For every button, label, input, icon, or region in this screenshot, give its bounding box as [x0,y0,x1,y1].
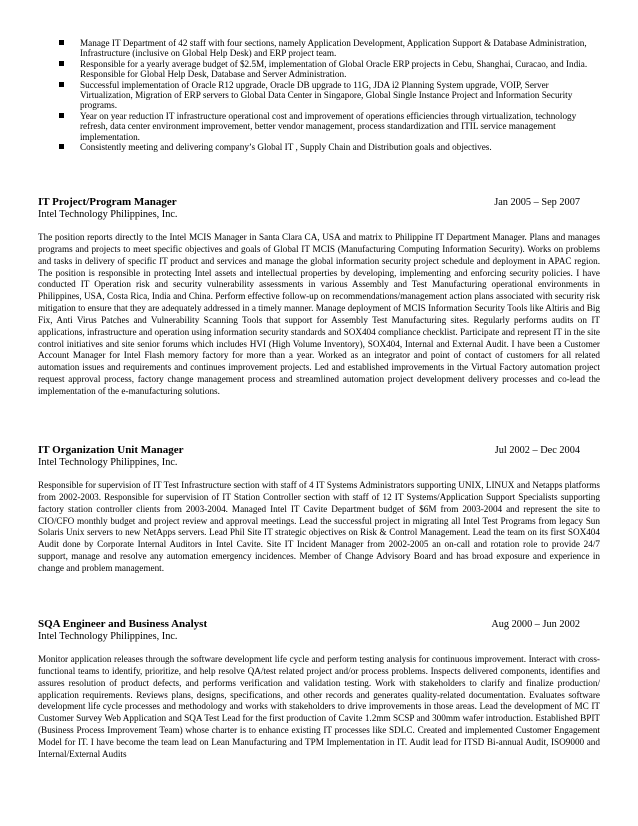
company-name: Intel Technology Philippines, Inc. [38,631,178,642]
job-section [38,618,600,761]
responsibilities-list [38,38,600,152]
job-header [38,618,600,630]
job-description: Responsible for supervision of IT Test Infrastructure section with staff of 4 IT Systems Administrators supporting UNIX, LINUX and Netapps platforms from 2002-2003. Responsible for supervision of IT Station Controller section with staff of 12 IT Systems/Application Support Specialists supporting factory station controller clients from 2003-2004. Managed Intel IT Cavite Department budget of $6M from 2003-2004 and represent the site to CIO/CFO monthly budget and project review and approval meetings. Lead the successful project in migrating all Intel Test Programs from legacy Sun Solaris Unix servers to new NetApps servers. Lead Phil Site IT strategic objectives on Risk & Control Management. Lead the team on its first SOX404 Audit done by Corporate Internal Auditors in Intel Cavite. Site IT Incident Manager from 2002-2005 an on-call and rotation role to provide 24/7 support, manage and resolve any automation emergency incidences. Member of Change Advisory Board and has broad exposure and experience in change and problem management. [38,480,600,573]
job-dates: Jan 2005 – Sep 2007 [494,197,580,208]
job-description: Monitor application releases through the software development life cycle and perform testing analysis for continuous improvement. Interact with cross-functional teams to identify, prioritize, and help resolve QA/test related project and/or process problems. Inspects delivered components, identifies and assures resolution of product defects, and performs verification and validation testing. Work with stakeholders to clarify and finalize production/ application requirements. Reviews plans, designs, specifications, and other records and generates quality-related documentation. Evaluates software development life cycle processes and methodology and works with stakeholders to drive improvements in those areas. Lead the development of MC IT Customer Survey Web Application and SQA Test Lead for the first production of Cavite 1.2mm SCSP and 300mm wafer introduction. Established BPIT (Business Process Improvement Team) whose charter is to enhance existing IT processes like SDLC. Created and implemented Customer Engagement Model for IT. I have become the team lead on Lean Manufacturing and TPM Implementation in IT. Audit lead for ITSD Bi-annual Audit, ISO9000 and Internal/External Audits [38,654,600,759]
list-item: Responsible for a yearly average budget of $2.5M, implementation of Global Oracle ERP projects in Cebu, Shanghai, Curacao, and India. Responsible for Global Help Desk, Database and Server Administration. [80,59,600,80]
job-title: SQA Engineer and Business Analyst [38,618,208,630]
job-header [38,444,600,456]
job-dates: Aug 2000 – Jun 2002 [491,619,580,630]
bullet-square-icon [59,61,64,66]
job-section [38,196,600,398]
job-title: IT Organization Unit Manager [38,444,184,456]
job-section [38,444,600,575]
job-header [38,196,600,208]
job-title: IT Project/Program Manager [38,196,177,208]
company-name: Intel Technology Philippines, Inc. [38,209,178,220]
list-item: Successful implementation of Oracle R12 upgrade, Oracle DB upgrade to 11G, JDA i2 Planning System upgrade, VOIP, Server Virtualization, Migration of ERP servers to Global Data Center in Singapore, Global Single Instance Project and Information Security programs. [80,80,600,111]
bullet-square-icon [59,113,64,118]
list-item: Manage IT Department of 42 staff with four sections, namely Application Development, Application Support & Database Administration, Infrastructure (inclusive on Global Help Desk) and ERP project team. [80,38,600,59]
list-item: Year on year reduction IT infrastructure operational cost and improvement of operations efficiencies through virtualization, technology refresh, data center environment improvement, better vendor management, process standardization and ITIL service management implementation. [80,111,600,142]
bullet-square-icon [59,144,64,149]
company-name: Intel Technology Philippines, Inc. [38,457,178,468]
job-dates: Jul 2002 – Dec 2004 [494,445,580,456]
bullet-square-icon [59,40,64,45]
list-item: Consistently meeting and delivering company’s Global IT , Supply Chain and Distribution goals and objectives. [80,142,600,152]
bullet-square-icon [59,82,64,87]
resume-page [38,38,600,759]
job-description: The position reports directly to the Intel MCIS Manager in Santa Clara CA, USA and matrix to Philippine IT Department Manager. Plans and manages programs and projects to meet specific objectives and goals of Global IT MCIS (Manufacturing Computing Information Security). Works on problems and tasks in delivery of specific IT product and services and manage the global information security project schedule and deployment in APAC region. The position is responsible in protecting Intel assets and intellectual properties by developing, implementing and enforcing security policies. I have conducted IT Operation risk and security vulnerability assessments in various Assembly and Test Manufacturing operational environments in Philippines, USA, Costa Rica, India and China. Perform effective follow-up on recommendations/management action plans associated with security risk mitigation to ensure that they are adequately addressed in a timely manner. Manage deployment of MCIS Information Security Tools like Altiris and Big Fix, Anti Virus Patches and Vulnerability Scanning Tools that support for Assembly Test Manufacturing sites. Regularly performs audits on IT applications, infrastructure and operation using information security standards and SOX404 compliance checklist. Participate and represent IT in the site control initiatives and site senior forums which includes HVI (High Volume Inventory), SOX404, Internal and External Audit. I have been a Customer Account Manager for Intel Flash memory factory for more than a year. Worked as an integrator and point of contact of customers for all related automation issues and requirements and continues improvement projects. Led and established improvements in the Virtual Factory automation project request approval process, factory change management process and streamlined automation project development delivery processes and co-lead the implementation of the e-manufacturing solutions. [38,232,600,396]
